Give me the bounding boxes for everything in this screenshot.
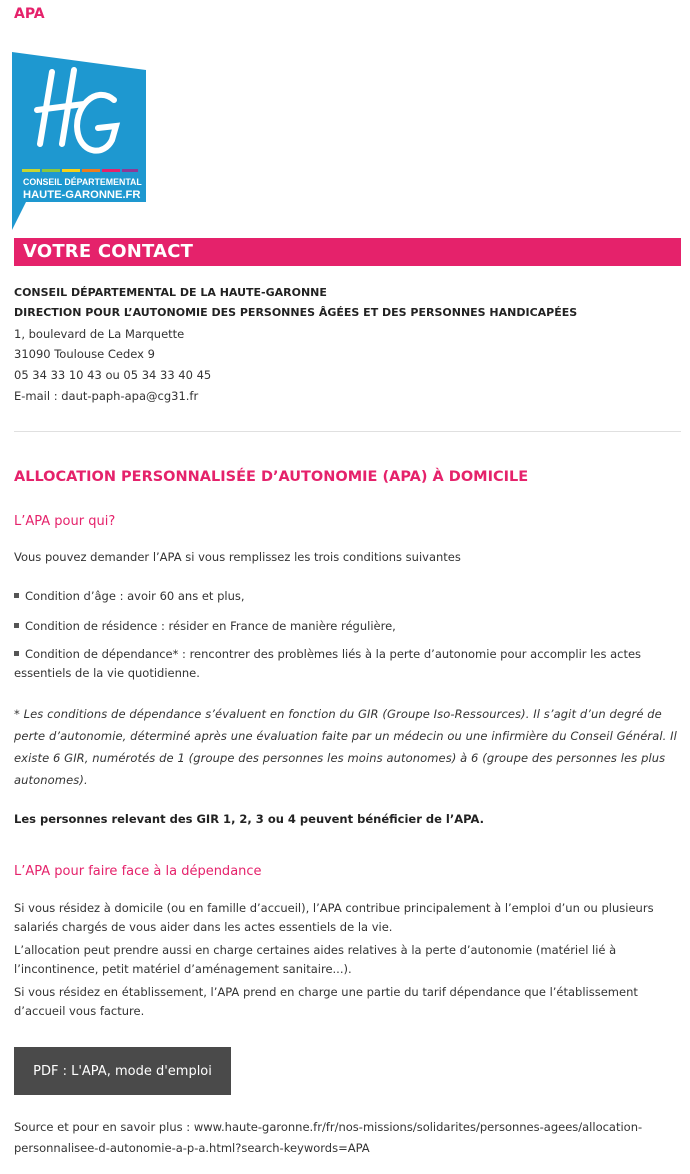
bullet-square-icon — [14, 623, 19, 628]
footnote: * Les conditions de dépendance s’évaluent en fonction du GIR (Groupe Iso-Ressources). Il s’agit d’un degré de perte d’autonomie, déterminé après une évaluation faite par un médecin ou une infirmière du Conseil Général. Il existe 6 GIR, numérotés de 1 (groupe des personnes les moins autonomes) à 6 (groupe des personnes les plus autonomes). — [14, 707, 677, 787]
email-address: E-mail : daut-paph-apa@cg31.fr — [14, 389, 199, 403]
contact-banner — [14, 238, 681, 266]
condition-item — [14, 587, 678, 606]
divider — [14, 431, 681, 432]
street-address: 1, boulevard de La Marquette — [14, 327, 185, 341]
city-address: 31090 Toulouse Cedex 9 — [14, 347, 155, 361]
dependency-paragraph-1: Si vous résidez à domicile (ou en famille d’accueil), l’APA contribue principalement à l’emploi d’un ou plusieurs salariés chargés de vous aider dans les actes essentiels de la vie. — [14, 901, 654, 934]
svg-text:HAUTE-GARONNE.FR: HAUTE-GARONNE.FR — [23, 189, 141, 201]
page-title: APA — [14, 6, 45, 22]
condition-text: Condition de dépendance* : rencontrer des problèmes liés à la perte d’autonomie pour accomplir les actes essentiels de la vie quotidienne. — [14, 647, 642, 680]
source-text: Source et pour en savoir plus : www.haute-garonne.fr/fr/nos-missions/solidarites/personnes-agees/allocation-personnalisee-d-autonomie-a-p-a.html?search-keywords=APA — [14, 1120, 643, 1155]
condition-item — [14, 645, 678, 683]
pdf-download-button[interactable]: PDF : L'APA, mode d'emploi — [14, 1047, 231, 1095]
dependency-heading: L’APA pour faire face à la dépendance — [14, 864, 262, 879]
dependency-paragraph-3: Si vous résidez en établissement, l’APA prend en charge une partie du tarif dépendance que l’établissement d’accueil vous facture. — [14, 985, 638, 1018]
org-name: CONSEIL DÉPARTEMENTAL DE LA HAUTE-GARONNE — [14, 286, 327, 299]
dependency-paragraph-2: L’allocation peut prendre aussi en charge certaines aides relatives à la perte d’autonomie (matériel lié à l’incontinence, petit matériel d’aménagement sanitaire...). — [14, 943, 617, 976]
condition-text: Condition de résidence : résider en France de manière régulière, — [25, 619, 396, 633]
department-logo — [12, 52, 146, 230]
bullet-square-icon — [14, 593, 19, 598]
gir-note: Les personnes relevant des GIR 1, 2, 3 ou 4 peuvent bénéficier de l’APA. — [14, 812, 484, 826]
direction-name: DIRECTION POUR L’AUTONOMIE DES PERSONNES ÂGÉES ET DES PERSONNES HANDICAPÉES — [14, 306, 578, 319]
section-title: ALLOCATION PERSONNALISÉE D’AUTONOMIE (APA) À DOMICILE — [14, 469, 529, 485]
condition-text: Condition d’âge : avoir 60 ans et plus, — [25, 589, 245, 603]
who-intro: Vous pouvez demander l’APA si vous remplissez les trois conditions suivantes — [14, 550, 461, 564]
phone-numbers: 05 34 33 10 43 ou 05 34 33 40 45 — [14, 368, 212, 382]
contact-banner-title: VOTRE CONTACT — [23, 241, 194, 262]
svg-text:CONSEIL DÉPARTEMENTAL: CONSEIL DÉPARTEMENTAL — [23, 177, 142, 187]
condition-item — [14, 617, 678, 636]
bullet-square-icon — [14, 651, 19, 656]
who-heading: L’APA pour qui? — [14, 514, 116, 529]
